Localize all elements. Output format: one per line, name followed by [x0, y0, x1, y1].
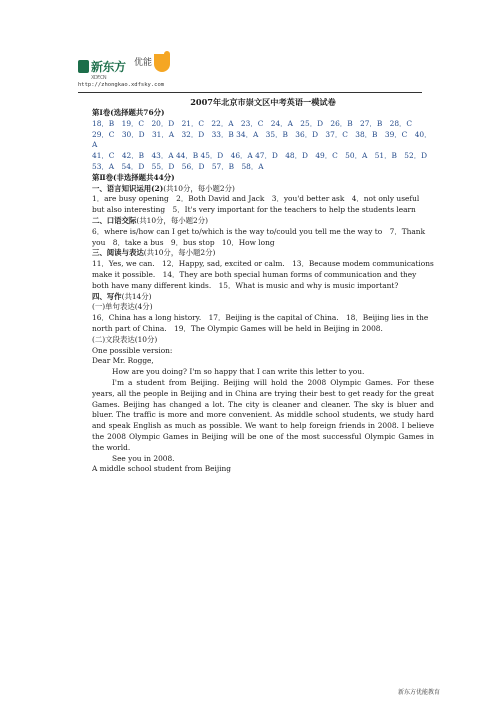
subsection1-heading: (一)单句表达(4分) [92, 302, 153, 312]
header-divider [78, 92, 422, 93]
page-title: 2007年北京市崇文区中考英语一模试卷 [190, 97, 336, 107]
section1-title: 一、语言知识运用(2) [92, 183, 164, 193]
document-body [92, 96, 434, 475]
section2-points: (共10分，每小题2分) [136, 215, 208, 225]
site-url[interactable]: http://zhongkao.xdfsky.com [78, 82, 165, 88]
answers-line-2: 29．C 30．D 31．A 32．D 33．B 34．A 35．B 36．D 37．C 38．B 39．C 40．A [92, 129, 432, 150]
youneng-logo-text: 优能 [134, 58, 153, 68]
xdf-logo [78, 58, 126, 81]
section1-points: (共10分，每小题2分) [163, 183, 235, 193]
section4-title: 四、写作 [92, 291, 122, 301]
xdf-logo-icon [78, 60, 89, 73]
section3-points: (共10分，每小题2分) [143, 248, 216, 258]
xdf-logo-text: 新东方 [91, 60, 126, 74]
footer-brand: 新东方优能教育 [398, 689, 441, 696]
section2-answers: 6．where is/how can I get to/which is the way to/could you tell me the way to 7．Thank you 8．take a bus 9．bus stop 10．How long [92, 226, 426, 247]
section1-answers: 1．are busy opening 2．Both David and Jack 3．you'd better ask 4．not only useful but also interesting 5．It's very important for the teachers to help the students learn [92, 194, 420, 215]
subsection2-heading: (二)文段表达(10分) [92, 334, 158, 344]
section2-heading [92, 216, 434, 227]
xdf-logo-sub: XDF.CN [91, 75, 107, 81]
section4-heading [92, 292, 434, 303]
letter-signature: A middle school student from Beijing [92, 464, 232, 474]
part1-heading: 第Ⅰ卷(选择题共76分) [92, 108, 165, 117]
version-label: One possible version: [92, 345, 173, 355]
letter-paragraph-2: I'm a student from Beijing. Beijing will hold the 2008 Olympic Games. For these years, all the people in Beijing and in China are trying their best to get ready for the great Games. Beijing has changed a lot. The city is cleaner and cleaner. The sky is bluer and bluer. The traffic is more and more convenient. As middle school students, we study hard and speak English as much as possible. We want to help foreign friends in 2008. I believe the 2008 Olympic Games in Beijing will be one of the most successful Olympic Games in the world. [92, 377, 434, 452]
letter-paragraph-1: How are you doing? I'm so happy that I can write this letter to you. [112, 367, 365, 377]
answers-line-4: 53．A 54．D 55．D 56．D 57．B 58．A [92, 161, 264, 171]
section2-title: 二、口语交际 [92, 215, 137, 225]
letter-closing: See you in 2008. [112, 453, 175, 463]
subsection1-answers: 16．China has a long history. 17．Beijing is the capital of China. 18．Beijing lies in the north part of China. 19．The Olympic Games will be held in Beijing in 2008. [92, 313, 429, 333]
answers-line-1: 18．B 19．C 20．D 21．C 22．A 23．C 24．A 25．D 26．B 27．B 28．C [92, 118, 413, 128]
section1-heading [92, 184, 434, 195]
section3-answers: 11．Yes, we can. 12．Happy, sad, excited or calm. 13．Because modem communications make it possible. 14．They are both special human forms of communication and they both have many different kinds. 15．What is music and why is music important? [92, 259, 434, 290]
youneng-logo [134, 54, 170, 72]
section3-heading [92, 248, 434, 259]
letter-greeting: Dear Mr. Rogge, [92, 356, 154, 366]
header-logos [78, 52, 198, 96]
answers-line-3: 41．C 42．B 43．A 44．B 45．D 46．A 47．D 48．D 49．C 50．A 51．B 52．D [92, 151, 428, 161]
part2-heading: 第Ⅱ卷(非选择题共44分) [92, 172, 175, 182]
logo-dot-icon [164, 51, 170, 57]
section4-points: (共14分) [121, 291, 152, 301]
section3-title: 三、阅读与表达 [92, 248, 144, 258]
